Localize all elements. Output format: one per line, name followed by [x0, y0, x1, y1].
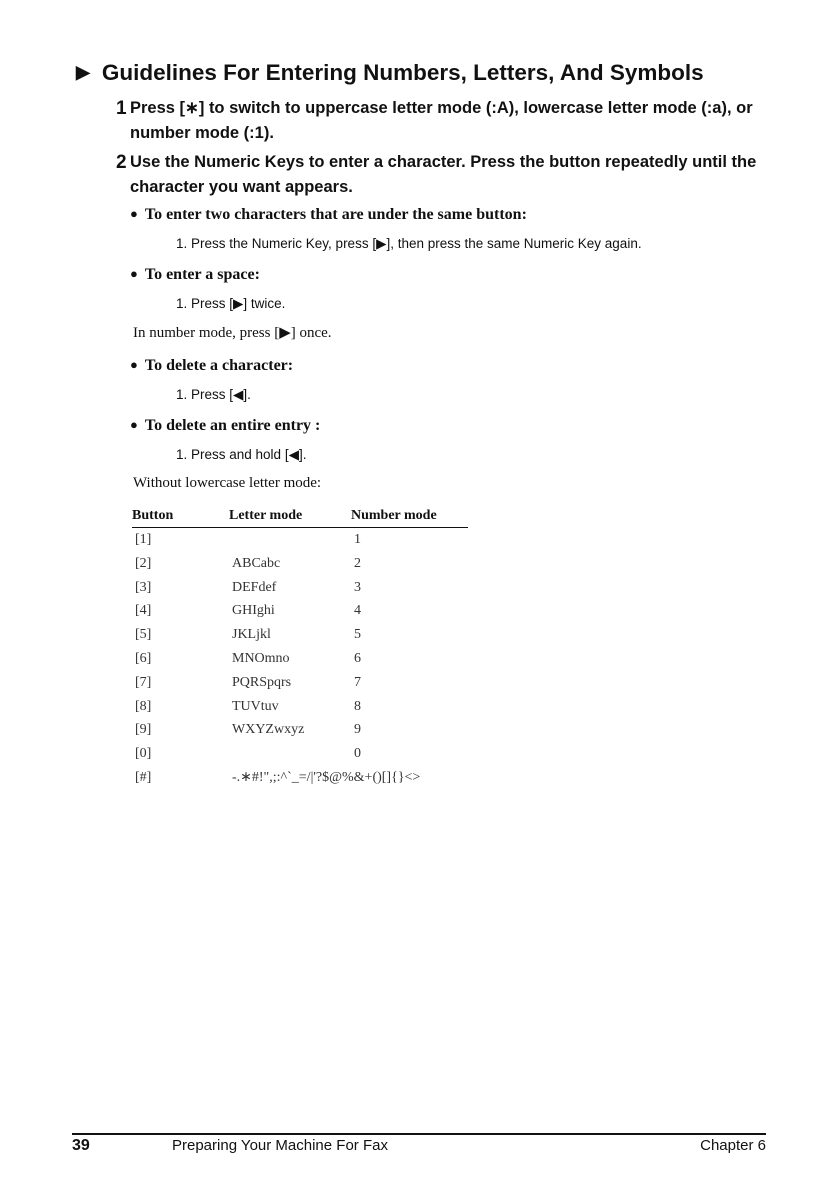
- cell-number-mode: 7: [354, 674, 361, 690]
- step-text: Use the Numeric Keys to enter a character. Press the button repeatedly until the character you want appears.: [130, 153, 757, 196]
- table-row: [132, 623, 468, 647]
- bullet-dot-icon: ●: [130, 357, 138, 372]
- play-arrow-icon: ▶: [76, 62, 90, 82]
- cell-letter-mode: JKLjkl: [232, 627, 271, 643]
- table-row: [132, 576, 468, 600]
- table-intro: Without lowercase letter mode:: [133, 475, 322, 491]
- cell-button: [6]: [135, 650, 152, 666]
- cell-number-mode: 0: [354, 746, 361, 762]
- cell-number-mode: 2: [354, 555, 361, 571]
- cell-letter-mode: WXYZwxyz: [232, 722, 305, 738]
- cell-number-mode: 9: [354, 722, 361, 738]
- bullet-heading: [130, 206, 527, 224]
- bullet-instruction: 1. Press the Numeric Key, press [▶], then press the same Numeric Key again.: [176, 236, 642, 251]
- character-table: [132, 507, 468, 790]
- cell-button: [9]: [135, 722, 152, 738]
- table-row: [132, 742, 468, 766]
- bullet-heading-text: To enter two characters that are under the same button:: [144, 206, 527, 223]
- cell-button: [5]: [135, 627, 152, 643]
- step-text: Press [∗] to switch to uppercase letter mode (:A), lowercase letter mode (:a), or number mode (:1).: [130, 99, 753, 142]
- cell-button: [2]: [135, 555, 152, 571]
- page-title: [76, 60, 704, 86]
- table-row: [132, 647, 468, 671]
- step-2: [116, 150, 780, 200]
- table-header: [132, 507, 468, 528]
- column-header-button: Button: [132, 508, 174, 523]
- cell-number-mode: 5: [354, 627, 361, 643]
- cell-button: [3]: [135, 579, 152, 595]
- table-row: [132, 599, 468, 623]
- table-row: [132, 528, 468, 552]
- bullet-instruction: 1. Press [◀].: [176, 387, 251, 402]
- cell-letter-mode: [232, 528, 354, 552]
- bullet-dot-icon: ●: [130, 266, 138, 281]
- bullet-heading: [130, 357, 293, 375]
- cell-letter-mode: [232, 742, 354, 766]
- chapter-label: Chapter 6: [700, 1137, 766, 1154]
- cell-number-mode: 6: [354, 650, 361, 666]
- cell-button: [1]: [135, 532, 152, 547]
- bullet-instruction: 1. Press and hold [◀].: [176, 447, 307, 462]
- cell-button: [4]: [135, 603, 152, 619]
- bullet-instruction: 1. Press [▶] twice.: [176, 296, 286, 311]
- footer-divider: [72, 1133, 766, 1135]
- cell-letter-mode: -.∗#!",;:^`_=/|'?$@%&+()[]{}<>: [232, 769, 421, 785]
- column-header-number-mode: Number mode: [351, 508, 437, 523]
- bullet-dot-icon: ●: [130, 417, 138, 432]
- cell-number-mode: [354, 766, 468, 790]
- step-1: [116, 96, 780, 146]
- bullet-heading-text: To enter a space:: [144, 266, 260, 283]
- cell-letter-mode: PQRSpqrs: [232, 674, 292, 690]
- cell-letter-mode: TUVtuv: [232, 698, 279, 714]
- footer-title: Preparing Your Machine For Fax: [172, 1137, 388, 1154]
- page-footer: [72, 1137, 766, 1157]
- bullet-heading: [130, 266, 260, 284]
- table-row: [132, 718, 468, 742]
- bullet-heading-text: To delete an entire entry :: [144, 417, 321, 434]
- table-body: [132, 528, 468, 790]
- cell-number-mode: 1: [354, 532, 361, 547]
- column-header-letter-mode: Letter mode: [229, 508, 303, 523]
- cell-number-mode: 3: [354, 579, 361, 595]
- cell-button: [7]: [135, 674, 152, 690]
- cell-letter-mode: GHIghi: [232, 603, 275, 619]
- cell-button: [8]: [135, 698, 152, 714]
- step-number: 2: [116, 152, 127, 173]
- cell-button: [0]: [135, 746, 152, 762]
- step-number: 1: [116, 98, 127, 119]
- cell-button: [#]: [135, 769, 152, 785]
- cell-number-mode: 8: [354, 698, 361, 714]
- cell-letter-mode: ABCabc: [232, 555, 281, 571]
- table-row: [132, 695, 468, 719]
- bullet-heading-text: To delete a character:: [144, 357, 294, 374]
- page-number: 39: [72, 1137, 90, 1154]
- cell-letter-mode: DEFdef: [232, 579, 277, 595]
- bullet-heading: [130, 417, 320, 435]
- cell-letter-mode: MNOmno: [232, 650, 290, 666]
- page-title-text: Guidelines For Entering Numbers, Letters, And Symbols: [101, 60, 704, 85]
- bullet-dot-icon: ●: [130, 206, 138, 221]
- cell-number-mode: 4: [354, 603, 361, 619]
- table-row: [132, 766, 468, 790]
- table-row: [132, 671, 468, 695]
- number-mode-note: In number mode, press [▶] once.: [133, 325, 332, 341]
- table-row: [132, 552, 468, 576]
